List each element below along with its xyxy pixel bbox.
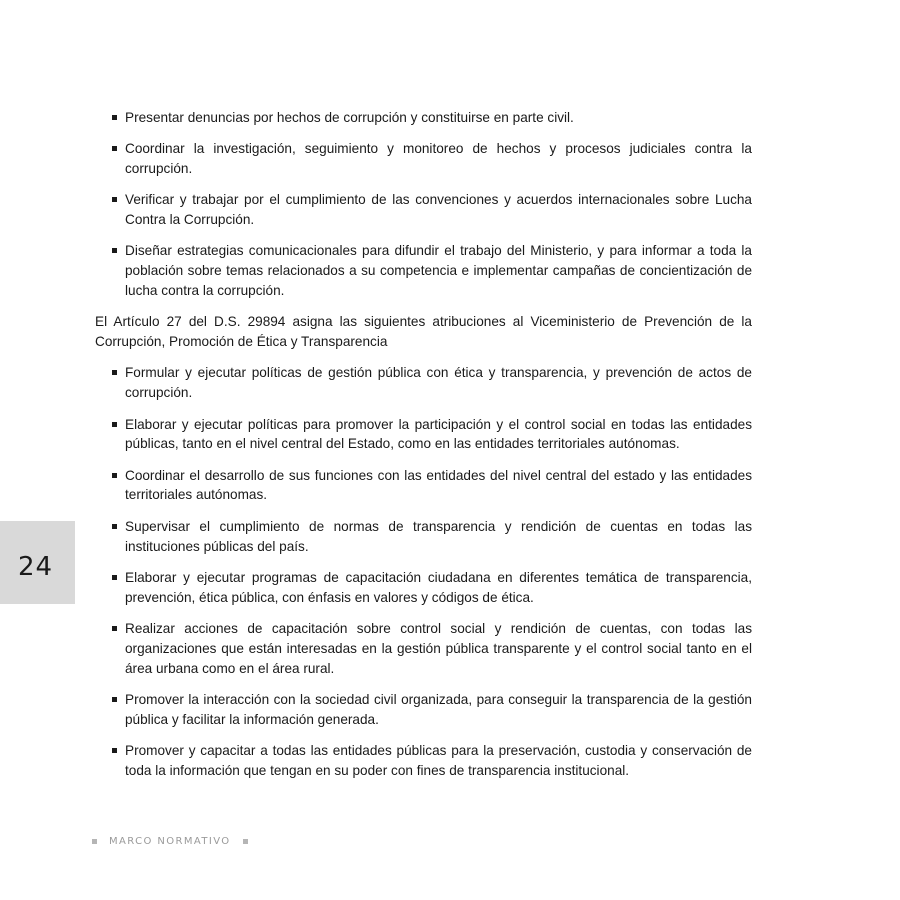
list-item: Supervisar el cumplimiento de normas de transparencia y rendición de cuentas en todas las instituciones públicas del país. (95, 517, 752, 557)
list-item: Promover la interacción con la sociedad civil organizada, para conseguir la transparencia de la gestión pública y facilitar la información generada. (95, 690, 752, 730)
list-item: Elaborar y ejecutar políticas para promover la participación y el control social en todas las entidades públicas, tanto en el nivel central del Estado, como en las entidades territoriales autónomas. (95, 415, 752, 455)
list-item: Promover y capacitar a todas las entidades públicas para la preservación, custodia y conservación de toda la información que tengan en su poder con fines de transparencia institucional. (95, 741, 752, 781)
body-paragraph: El Artículo 27 del D.S. 29894 asigna las siguientes atribuciones al Viceministerio de Prevención de la Corrupción, Promoción de Ética y Transparencia (95, 314, 752, 350)
bullet-list-first (95, 108, 752, 301)
footer-square-icon (243, 839, 248, 844)
list-item: Coordinar la investigación, seguimiento y monitoreo de hechos y procesos judiciales contra la corrupción. (95, 139, 752, 179)
footer-label: MARCO NORMATIVO (109, 836, 231, 847)
page-content (95, 108, 752, 792)
list-item: Elaborar y ejecutar programas de capacitación ciudadana en diferentes temática de transparencia, prevención, ética pública, con énfasis en valores y códigos de ética. (95, 568, 752, 608)
list-item: Presentar denuncias por hechos de corrupción y constituirse en parte civil. (95, 108, 752, 128)
list-item: Verificar y trabajar por el cumplimiento de las convenciones y acuerdos internacionales sobre Lucha Contra la Corrupción. (95, 190, 752, 230)
list-item: Formular y ejecutar políticas de gestión pública con ética y transparencia, y prevención de actos de corrupción. (95, 363, 752, 403)
footer-square-icon (92, 839, 97, 844)
list-item: Diseñar estrategias comunicacionales para difundir el trabajo del Ministerio, y para informar a toda la población sobre temas relacionados a su competencia e implementar campañas de concientización de lucha contra la corrupción. (95, 241, 752, 300)
list-item: Realizar acciones de capacitación sobre control social y rendición de cuentas, con todas las organizaciones que están interesadas en la gestión pública transparente y el control social tanto en el área urbana como en el área rural. (95, 619, 752, 678)
bullet-list-second (95, 363, 752, 780)
page-number: 24 (18, 552, 54, 582)
page-footer (92, 836, 248, 847)
list-item: Coordinar el desarrollo de sus funciones con las entidades del nivel central del estado y las entidades territoriales autónomas. (95, 466, 752, 506)
